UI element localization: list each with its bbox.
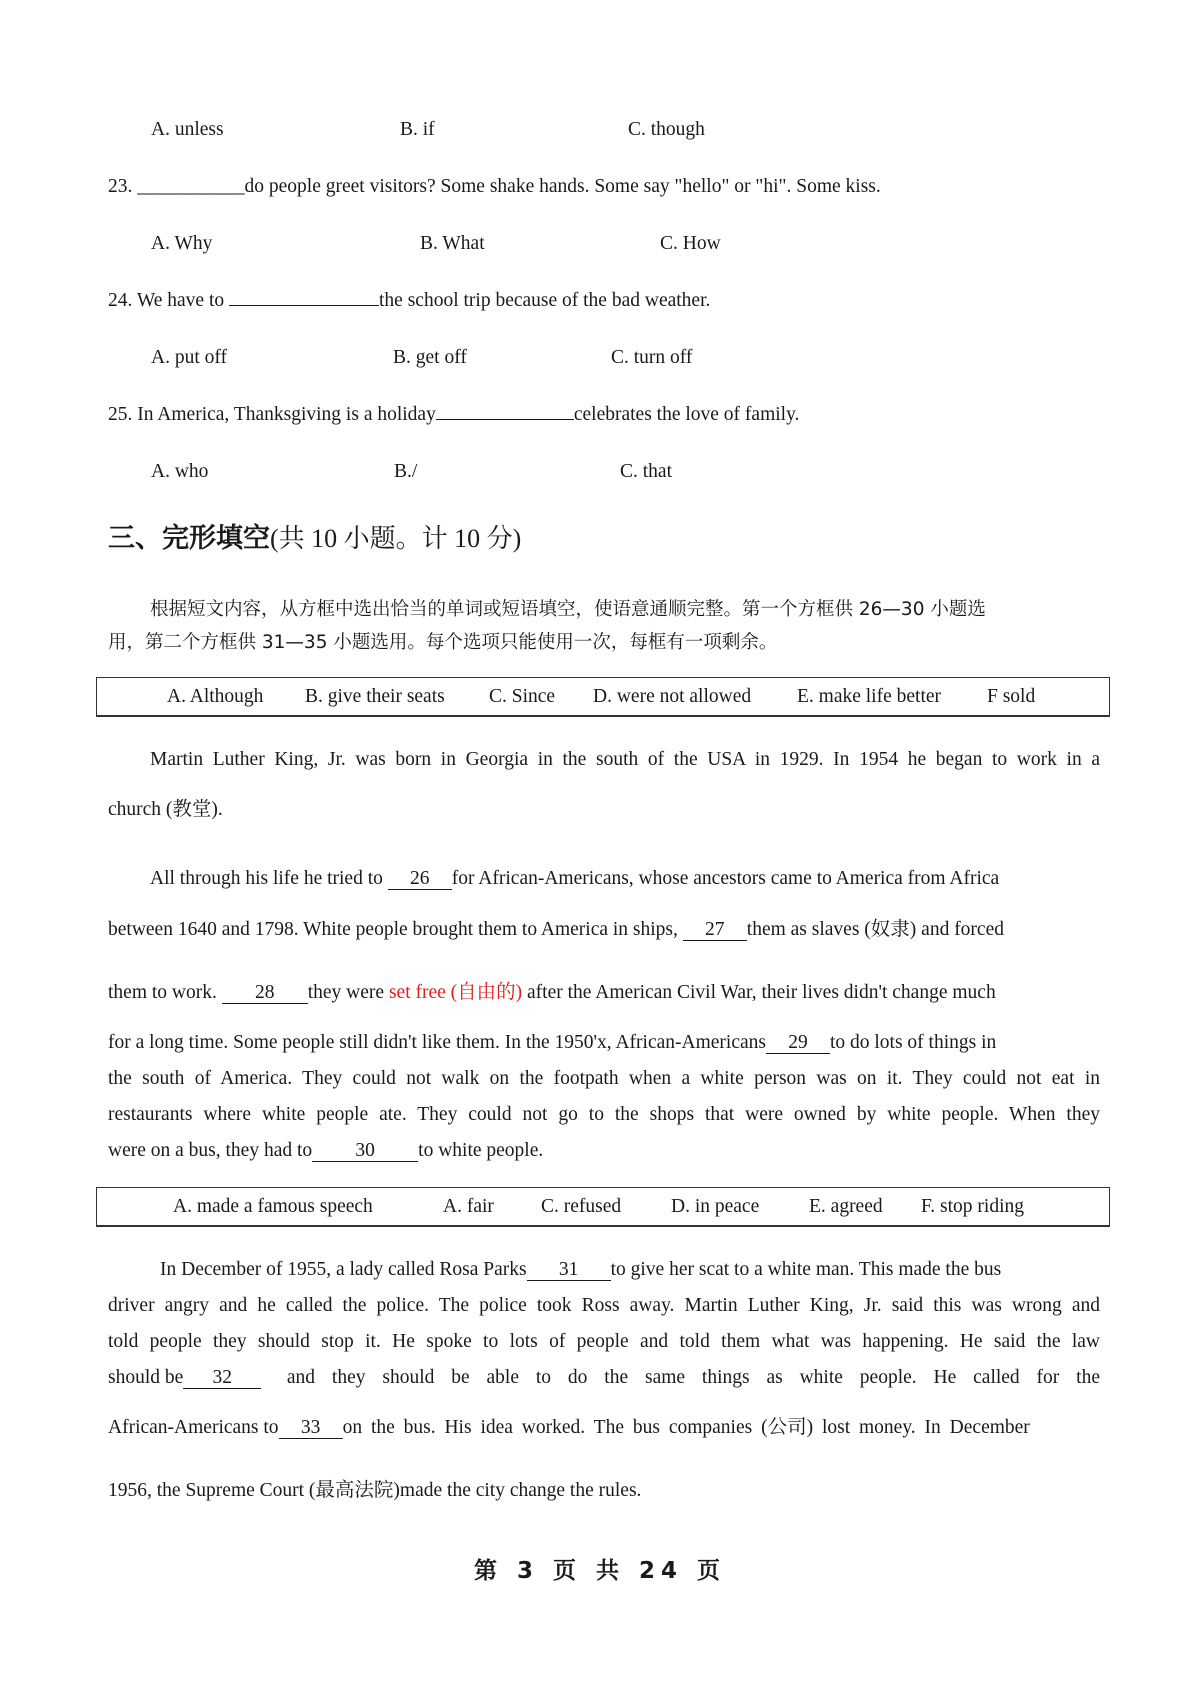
blank-27: 27 — [683, 920, 747, 941]
section-title-main: 三、完形填空 — [108, 523, 270, 554]
text-segment: and they should be able to do the same things as white people. He called for the — [286, 1367, 1100, 1388]
box1-option-d: D. were not allowed — [593, 686, 752, 707]
page-number: 第 3 页 共 24 页 — [473, 1558, 727, 1584]
passage2-line-1 — [160, 1258, 1100, 1282]
blank-28: 28 — [222, 983, 308, 1004]
box1-option-c: C. Since — [489, 686, 556, 707]
q25-text: celebrates the love of family. — [573, 404, 800, 425]
box1-option-f: F sold — [987, 686, 1036, 707]
q22-option-c: C. though — [628, 119, 705, 140]
passage2-line-2: driver angry and he called the police. The police took Ross away. Martin Luther King, Jr. said this was wrong and — [108, 1295, 1100, 1316]
q23-number: 23. — [108, 176, 133, 197]
passage2-line-6: 1956, the Supreme Court (最高法院)made the city change the rules. — [108, 1480, 642, 1501]
q23-blank: ___________ — [137, 176, 245, 197]
box1-option-b: B. give their seats — [305, 686, 445, 707]
q22-option-b: B. if — [400, 119, 435, 140]
text-segment: to give her scat to a white man. This made the bus — [610, 1259, 1002, 1280]
instruction-line-1: 根据短文内容，从方框中选出恰当的单词或短语填空，使语意通顺完整。第一个方框供 26—30 小题选 — [150, 599, 986, 620]
passage1-line-5 — [108, 981, 1100, 1005]
q25-blank — [436, 419, 574, 420]
box2-option-a: A. made a famous speech — [173, 1196, 373, 1217]
passage1-line-9 — [108, 1139, 1100, 1163]
text-segment: to white people. — [418, 1140, 544, 1161]
blank-30: 30 — [312, 1141, 418, 1162]
q22-option-a: A. unless — [151, 119, 224, 140]
text-segment: African-Americans to — [108, 1417, 279, 1438]
q24-prefix: 24. We have to — [108, 290, 229, 311]
passage1-line-6 — [108, 1031, 1100, 1055]
q24-option-c: C. turn off — [611, 347, 693, 368]
q25-prefix: 25. In America, Thanksgiving is a holiday — [108, 404, 436, 425]
box2-option-c: C. refused — [541, 1196, 622, 1217]
section-title-points: (共 10 小题。计 10 分) — [270, 524, 522, 553]
blank-33: 33 — [279, 1418, 343, 1439]
box2-option-f: F. stop riding — [921, 1196, 1024, 1217]
box2-option-d: D. in peace — [671, 1196, 760, 1217]
text-segment: In December of 1955, a lady called Rosa Parks — [160, 1259, 527, 1280]
text-segment: should be — [108, 1367, 184, 1388]
highlighted-phrase: set free (自由的) — [388, 982, 523, 1003]
box2-option-e: E. agreed — [809, 1196, 883, 1217]
text-segment: to do lots of things in — [829, 1032, 997, 1053]
text-segment: for African-Americans, whose ancestors came to America from Africa — [451, 868, 1000, 889]
q25-question — [108, 403, 1100, 427]
text-segment: for a long time. Some people still didn't like them. In the 1950'x, African-Americans — [108, 1032, 766, 1053]
passage1-line-1: Martin Luther King, Jr. was born in Georgia in the south of the USA in 1929. In 1954 he began to work in a — [150, 749, 1100, 770]
blank-29: 29 — [766, 1033, 830, 1054]
text-segment: on the bus. His idea worked. The bus companies (公司) lost money. In December — [342, 1417, 1030, 1438]
q23-question — [108, 175, 1100, 199]
passage1-line-3 — [150, 867, 1100, 891]
section-title — [108, 522, 521, 556]
q25-option-a: A. who — [151, 461, 209, 482]
text-segment: All through his life he tried to — [150, 868, 388, 889]
q24-text: the school trip because of the bad weather. — [379, 290, 711, 311]
q24-blank — [229, 305, 379, 306]
text-segment: them to work. — [108, 982, 222, 1003]
q23-option-c: C. How — [660, 233, 721, 254]
q23-text: do people greet visitors? Some shake hands. Some say "hello" or "hi". Some kiss. — [244, 176, 881, 197]
passage2-line-5 — [108, 1416, 1100, 1440]
box2-option-a2: A. fair — [443, 1196, 494, 1217]
text-segment: them as slaves (奴隶) and forced — [746, 919, 1004, 940]
q23-option-b: B. What — [420, 233, 485, 254]
q24-option-a: A. put off — [151, 347, 228, 368]
passage1-line-4 — [108, 918, 1100, 942]
text-segment: between 1640 and 1798. White people brought them to America in ships, — [108, 919, 683, 940]
box1-option-a: A. Although — [167, 686, 264, 707]
instruction-line-2: 用，第二个方框供 31—35 小题选用。每个选项只能使用一次，每框有一项剩余。 — [108, 632, 778, 653]
word-box-2 — [96, 1187, 1110, 1227]
text-segment: were on a bus, they had to — [108, 1140, 313, 1161]
box1-option-e: E. make life better — [797, 686, 942, 707]
q24-question — [108, 289, 1100, 313]
text-segment: they were — [307, 982, 389, 1003]
passage2-line-3: told people they should stop it. He spoke to lots of people and told them what was happening. He said the law — [108, 1331, 1100, 1352]
blank-26: 26 — [388, 869, 452, 890]
word-box-1 — [96, 677, 1110, 717]
q25-option-c: C. that — [620, 461, 672, 482]
passage2-line-4 — [108, 1366, 1100, 1390]
q25-option-b: B./ — [394, 461, 418, 482]
passage1-line-8: restaurants where white people ate. They could not go to the shops that were owned by white people. When they — [108, 1104, 1100, 1125]
text-segment: after the American Civil War, their lives didn't change much — [522, 982, 996, 1003]
passage1-line-2: church (教堂). — [108, 799, 223, 820]
blank-32: 32 — [183, 1368, 261, 1389]
blank-31: 31 — [527, 1260, 611, 1281]
q23-option-a: A. Why — [151, 233, 213, 254]
passage1-line-7: the south of America. They could not walk on the footpath when a white person was on it. They could not eat in — [108, 1068, 1100, 1089]
q24-option-b: B. get off — [393, 347, 467, 368]
